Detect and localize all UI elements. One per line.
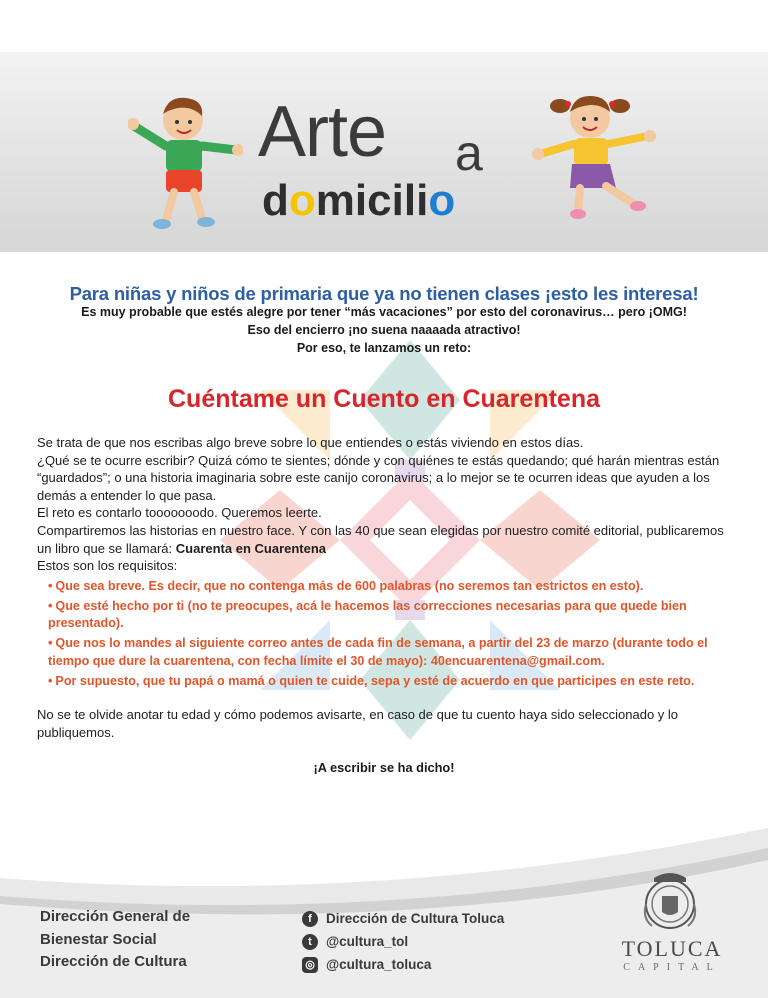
bullet-icon: •	[48, 673, 53, 688]
intro-line-1: Es muy probable que estés alegre por tener “más vacaciones” por esto del coronavirus… pero ¡OMG!	[81, 305, 687, 319]
body-paragraphs	[37, 434, 737, 575]
toluca-seal-logo	[640, 868, 700, 934]
logo-domicilio: domicilio	[262, 176, 456, 225]
contest-title: Cuéntame un Cuento en Cuarentena	[168, 385, 600, 413]
requirement-item: • Que nos lo mandes al siguiente correo antes de cada fin de semana, a partir del 23 de marzo (durante todo el tiempo que dure la cuarentena, con fecha límite el 30 de mayo): 40encuarentena@gmail.com.	[48, 636, 708, 668]
body-p4: Compartiremos las historias en nuestro face. Y con las 40 que sean elegidas por nuestro comité editorial, publicaremos un libro que se llamará: Cuarenta en Cuarentena	[37, 522, 724, 556]
intro-line-2: Eso del encierro ¡no suena naaaada atractivo!	[247, 323, 521, 337]
org-line-3: Dirección de Cultura	[40, 953, 187, 970]
body-p5: Estos son los requisitos:	[37, 558, 178, 574]
social-links	[302, 907, 504, 976]
social-facebook[interactable]: f Dirección de Cultura Toluca	[302, 907, 504, 930]
requirement-item: • Por supuesto, que tu papá o mamá o quien te cuide, sepa y esté de acuerdo en que participes en este reto.	[48, 673, 695, 688]
brand-toluca: TOLUCA	[621, 936, 723, 961]
bullet-icon: •	[48, 579, 53, 593]
instagram-icon: ◎	[302, 957, 318, 973]
brand-capital: CAPITAL	[623, 962, 721, 973]
boy-illustration	[128, 92, 243, 232]
facebook-icon: f	[302, 911, 318, 927]
bullet-icon: •	[48, 598, 53, 613]
body-p3: El reto es contarlo tooooooodo. Queremos leerte.	[37, 505, 322, 521]
requirements-list	[48, 578, 738, 692]
social-twitter[interactable]: t @cultura_tol	[302, 930, 504, 953]
final-call: ¡A escribir se ha dicho!	[313, 760, 455, 775]
intro-headline: Para niñas y niños de primaria que ya no tienen clases ¡esto les interesa!	[69, 283, 699, 304]
twitter-icon: t	[302, 934, 318, 950]
closing-paragraph: No se te olvide anotar tu edad y cómo podemos avisarte, en caso de que tu cuento haya sido seleccionado y lo publiquemos.	[37, 707, 679, 740]
bullet-icon: •	[48, 636, 53, 651]
footer-organization	[40, 906, 190, 974]
requirement-item: • Que sea breve. Es decir, que no contenga más de 600 palabras (no seremos tan estrictos en esto).	[48, 579, 644, 593]
logo-connector: a	[455, 125, 483, 181]
requirement-item: • Que esté hecho por ti (no te preocupes, acá le hacemos las correcciones necesarias para que quede bien presentado).	[48, 598, 687, 631]
girl-illustration	[530, 92, 660, 222]
logo-arte: Arte	[258, 92, 387, 172]
body-p1: Se trata de que nos escribas algo breve sobre lo que entiendes o estás viviendo en estos días.	[37, 435, 584, 450]
intro-line-3: Por eso, te lanzamos un reto:	[296, 341, 472, 355]
org-line-2: Bienestar Social	[40, 930, 157, 948]
book-title: Cuarenta en Cuarentena	[175, 540, 327, 556]
org-line-1: Dirección General de	[40, 908, 191, 925]
body-p2: ¿Qué se te ocurre escribir? Quizá cómo te sientes; dónde y con quiénes te estás quedando; qué harán mientras están “guardados”; o una historia imaginaria sobre este canijo coronavirus; a lo mejor se te ocurren ideas que ayuden a los demás a entender lo que pasa.	[37, 452, 720, 503]
social-instagram[interactable]: ◎ @cultura_toluca	[302, 953, 504, 976]
